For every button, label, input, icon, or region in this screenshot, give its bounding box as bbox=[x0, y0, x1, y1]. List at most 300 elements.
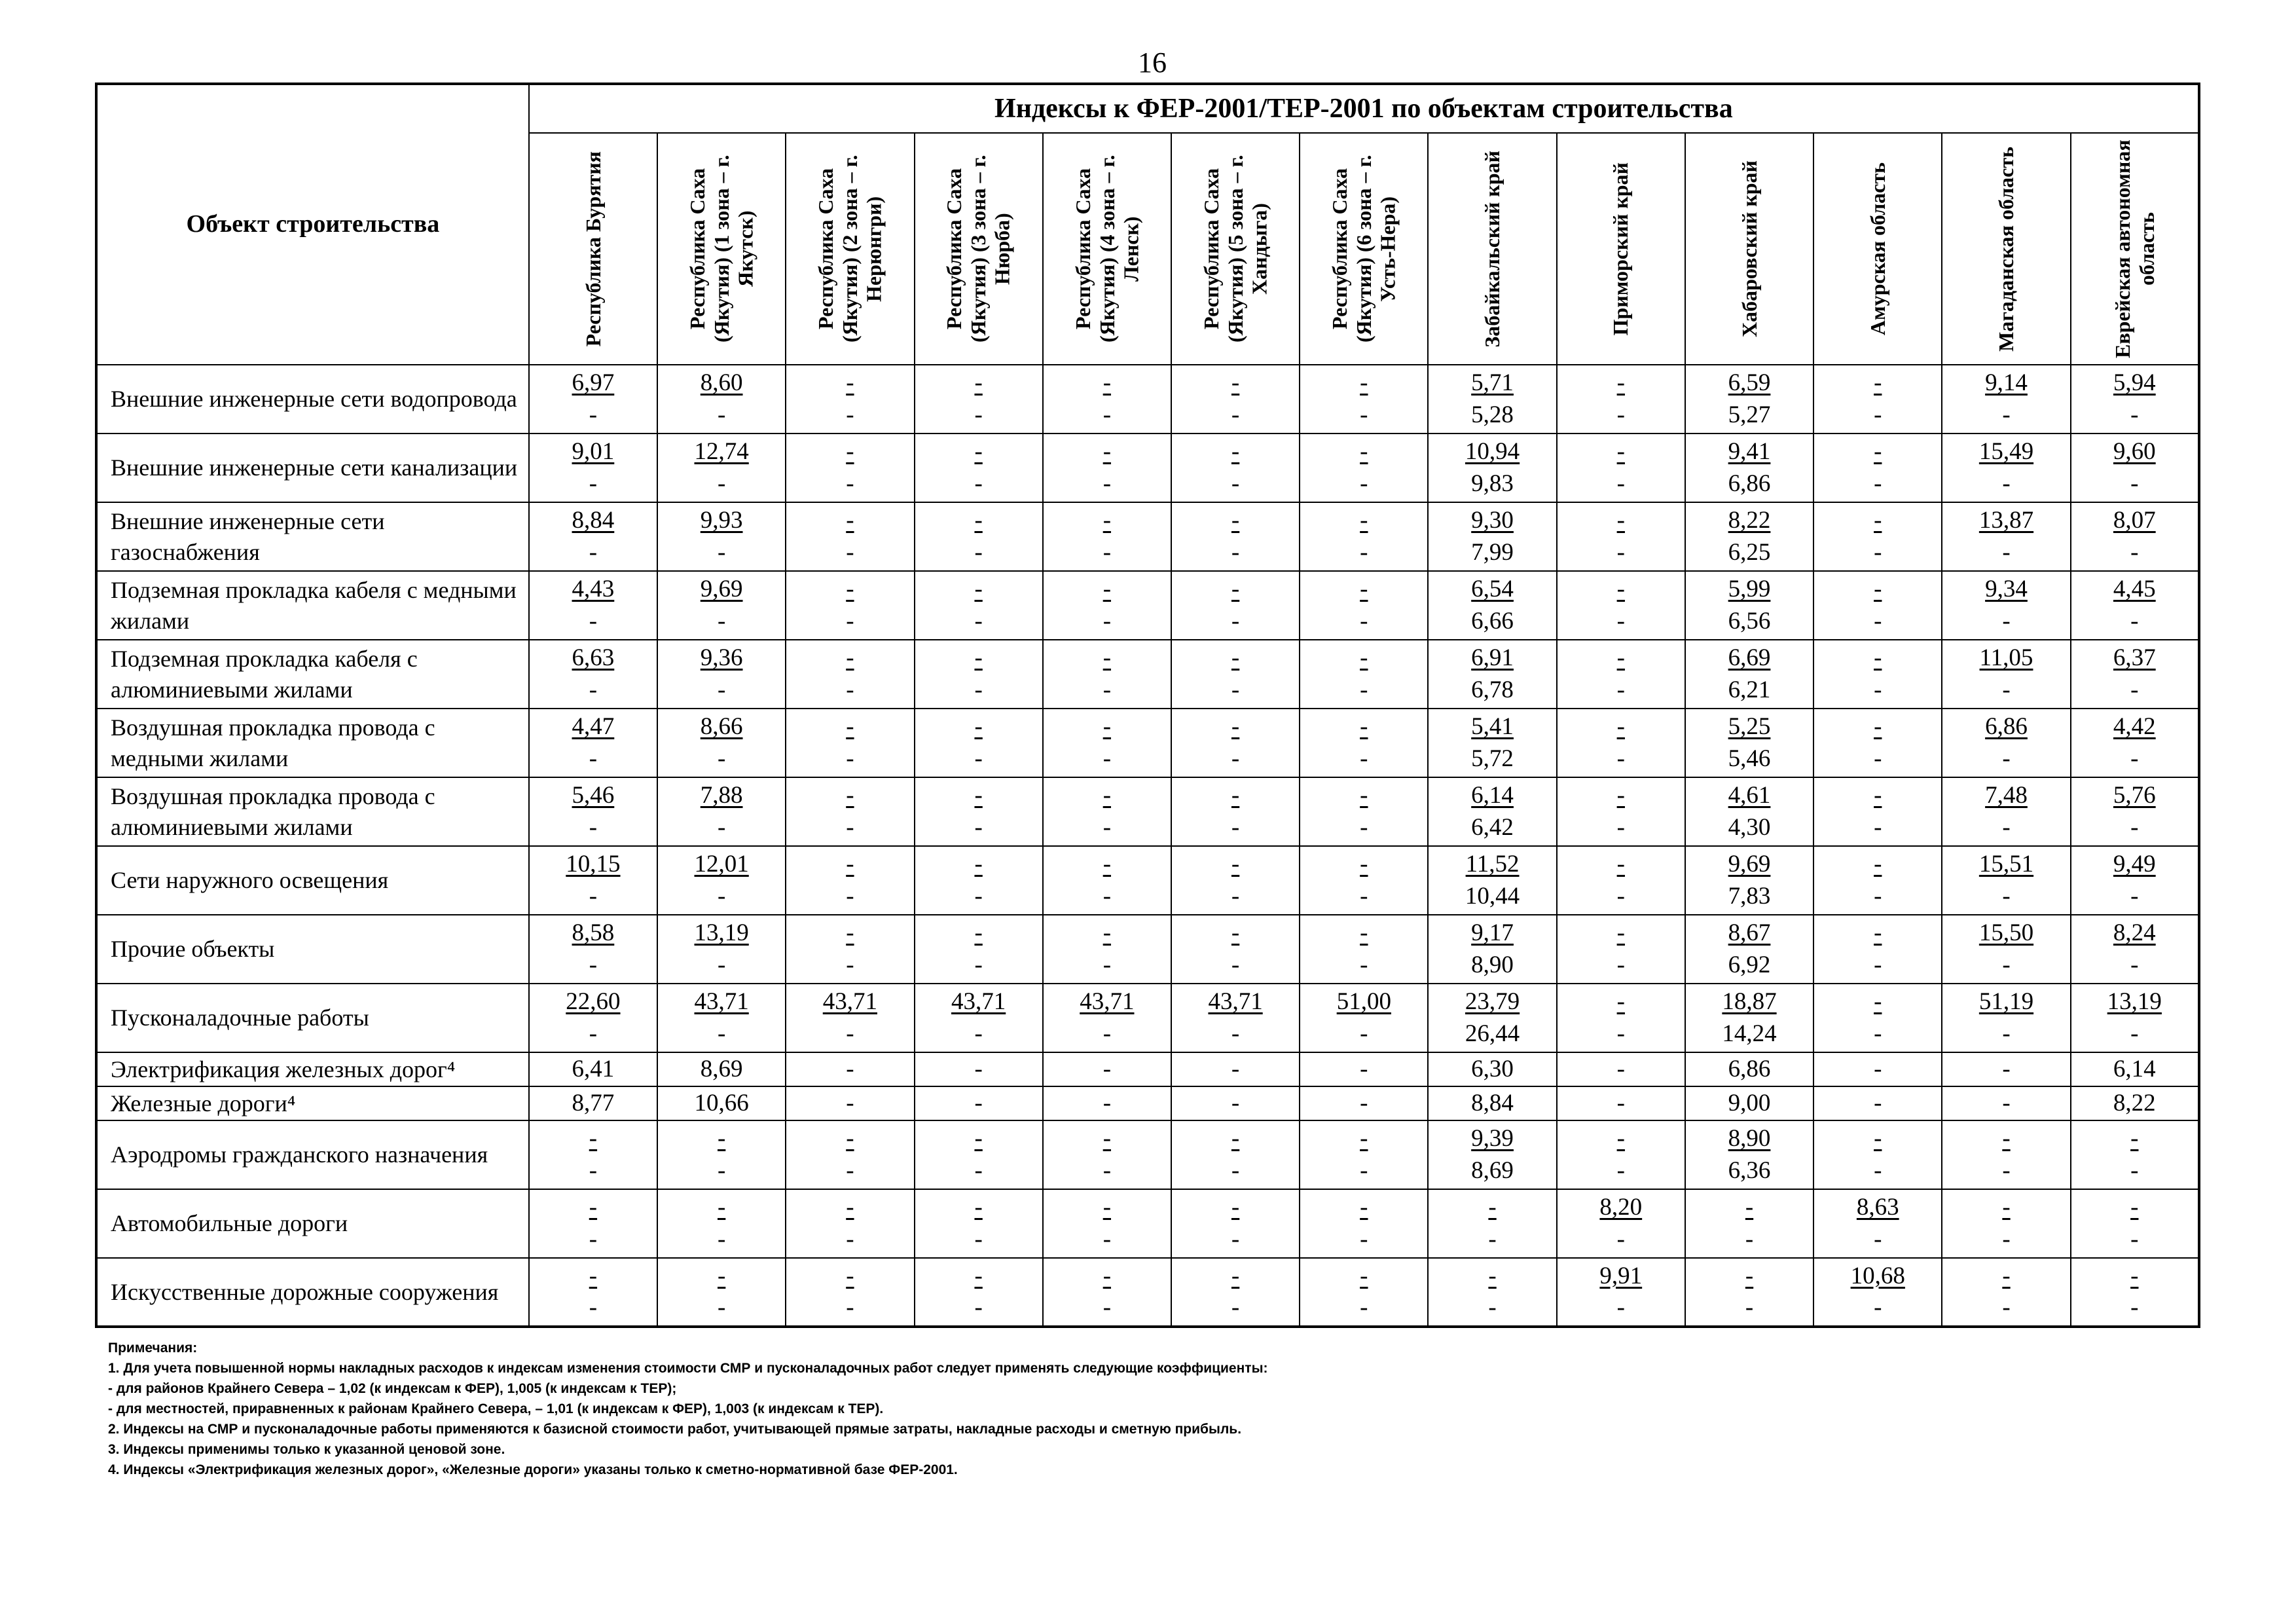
index-value: - bbox=[846, 1089, 854, 1116]
index-value-top: - bbox=[2002, 1262, 2011, 1289]
index-cell bbox=[1685, 365, 1813, 434]
index-value-top: 6,63 bbox=[572, 644, 615, 672]
column-header-label: Амурская область bbox=[1865, 162, 1889, 336]
index-value-top: 5,94 bbox=[2113, 369, 2156, 397]
index-value-bottom: - bbox=[717, 951, 726, 978]
index-cell bbox=[1428, 365, 1556, 434]
index-cell bbox=[786, 1120, 914, 1189]
index-cell bbox=[915, 365, 1043, 434]
index-value-top: - bbox=[1360, 1194, 1368, 1221]
index-value-top: - bbox=[1231, 1262, 1240, 1289]
table-row bbox=[96, 984, 2199, 1052]
index-value-bottom: 6,42 bbox=[1471, 813, 1514, 841]
index-value-bottom: - bbox=[1360, 882, 1368, 910]
index-value-bottom: 7,99 bbox=[1471, 538, 1514, 566]
index-value-bottom: 6,25 bbox=[1728, 538, 1771, 566]
index-value-top: - bbox=[1102, 369, 1112, 397]
index-cell bbox=[1428, 777, 1556, 846]
index-value-bottom: - bbox=[1616, 401, 1625, 428]
index-cell bbox=[1942, 1120, 2070, 1189]
table-row bbox=[96, 640, 2199, 709]
column-header-label: Республика Саха (Якутия) (6 зона – г. Усть-Нера) bbox=[1328, 155, 1400, 343]
index-value-bottom: - bbox=[1616, 882, 1625, 910]
index-value: 6,86 bbox=[1728, 1055, 1771, 1082]
index-cell bbox=[1171, 434, 1300, 502]
index-cell bbox=[786, 846, 914, 915]
index-value-top: 43,71 bbox=[822, 988, 877, 1016]
index-value-bottom: - bbox=[589, 1156, 598, 1184]
index-cell bbox=[1043, 1189, 1171, 1258]
index-value-bottom: - bbox=[974, 538, 983, 566]
index-value-top: - bbox=[1874, 644, 1882, 672]
index-cell bbox=[1171, 571, 1300, 640]
note-line: 4. Индексы «Электрификация железных дорог», «Железные дороги» указаны только к сметно-нормативной базе ФЕР-2001. bbox=[108, 1462, 958, 1477]
index-value: - bbox=[1616, 1089, 1625, 1116]
index-value-bottom: - bbox=[1102, 538, 1112, 566]
index-cell bbox=[915, 1052, 1043, 1086]
index-value-top: - bbox=[1874, 507, 1882, 534]
index-value-bottom: - bbox=[846, 882, 854, 910]
index-value-bottom: - bbox=[1745, 1225, 1754, 1253]
column-header-label: Приморский край bbox=[1609, 162, 1633, 336]
index-value-bottom: - bbox=[2130, 745, 2139, 772]
index-value-bottom: - bbox=[974, 1156, 983, 1184]
index-value-top: 15,51 bbox=[1978, 851, 2034, 878]
index-cell bbox=[1685, 1086, 1813, 1120]
row-label: Железные дороги⁴ bbox=[96, 1086, 529, 1120]
index-value-bottom: 10,44 bbox=[1465, 882, 1520, 910]
index-value-top: 4,61 bbox=[1728, 782, 1771, 809]
index-cell bbox=[2071, 915, 2199, 984]
index-value-bottom: - bbox=[2002, 676, 2011, 703]
index-cell bbox=[1685, 1258, 1813, 1327]
index-value-top: 7,88 bbox=[700, 782, 743, 809]
index-value-top: - bbox=[589, 1262, 598, 1289]
indices-table bbox=[95, 83, 2200, 1328]
table-row bbox=[96, 365, 2199, 434]
index-value-bottom: - bbox=[1874, 951, 1882, 978]
index-value-top: 9,69 bbox=[1728, 851, 1771, 878]
index-value-top: - bbox=[2130, 1194, 2139, 1221]
index-value-bottom: - bbox=[589, 951, 598, 978]
table-row bbox=[96, 846, 2199, 915]
index-value-top: 8,58 bbox=[572, 919, 615, 947]
index-value-top: 6,37 bbox=[2113, 644, 2156, 672]
index-value-bottom: 8,90 bbox=[1471, 951, 1514, 978]
index-value-bottom: - bbox=[717, 607, 726, 635]
index-value-bottom: - bbox=[1102, 951, 1112, 978]
index-cell bbox=[1300, 1052, 1428, 1086]
index-value-bottom: - bbox=[1231, 1225, 1240, 1253]
index-value-bottom: - bbox=[2130, 401, 2139, 428]
index-value-top: - bbox=[846, 851, 854, 878]
index-value-top: 8,60 bbox=[700, 369, 743, 397]
index-value-bottom: - bbox=[1360, 745, 1368, 772]
index-value: - bbox=[974, 1055, 983, 1082]
column-header-label: Республика Саха (Якутия) (1 зона – г. Якутск) bbox=[685, 155, 757, 343]
index-value-top: - bbox=[1616, 851, 1625, 878]
index-cell bbox=[786, 365, 914, 434]
index-cell bbox=[1043, 571, 1171, 640]
index-cell bbox=[1428, 1052, 1556, 1086]
index-value-bottom: - bbox=[974, 813, 983, 841]
index-cell bbox=[529, 1258, 657, 1327]
index-cell bbox=[657, 502, 786, 571]
index-cell bbox=[2071, 1052, 2199, 1086]
note-line: 3. Индексы применимы только к указанной ценовой зоне. bbox=[108, 1442, 505, 1457]
index-value-top: 9,93 bbox=[700, 507, 743, 534]
index-cell bbox=[915, 846, 1043, 915]
index-value-bottom: - bbox=[2002, 813, 2011, 841]
column-header bbox=[1557, 133, 1685, 365]
index-value-top: - bbox=[2002, 1194, 2011, 1221]
index-cell bbox=[2071, 434, 2199, 502]
index-cell bbox=[1557, 434, 1685, 502]
index-value-top: - bbox=[846, 782, 854, 809]
index-value-bottom: - bbox=[717, 538, 726, 566]
index-cell bbox=[2071, 1189, 2199, 1258]
index-value-top: 6,14 bbox=[1471, 782, 1514, 809]
index-cell bbox=[2071, 1258, 2199, 1327]
index-value-bottom: - bbox=[846, 1020, 854, 1047]
index-value-top: - bbox=[1488, 1194, 1497, 1221]
index-value-bottom: - bbox=[1102, 1156, 1112, 1184]
column-header-label: Республика Саха (Якутия) (3 зона – г. Нюрба) bbox=[942, 155, 1015, 343]
index-value-top: 13,87 bbox=[1978, 507, 2034, 534]
table-row bbox=[96, 1189, 2199, 1258]
index-cell bbox=[529, 1086, 657, 1120]
index-value-top: 9,39 bbox=[1471, 1125, 1514, 1153]
index-value-top: - bbox=[1874, 713, 1882, 741]
index-cell bbox=[1557, 777, 1685, 846]
index-cell bbox=[1171, 502, 1300, 571]
index-value-top: - bbox=[1231, 1194, 1240, 1221]
index-cell bbox=[1428, 571, 1556, 640]
index-value-bottom: - bbox=[1745, 1294, 1754, 1321]
index-value-bottom: - bbox=[589, 676, 598, 703]
index-value-bottom: - bbox=[974, 951, 983, 978]
note-line: - для местностей, приравненных к районам Крайнего Севера, – 1,01 (к индексам к ФЕР), 1,003 (к индексам к ТЕР). bbox=[108, 1401, 884, 1416]
index-cell bbox=[2071, 984, 2199, 1052]
index-value-top: - bbox=[1231, 438, 1240, 466]
column-header bbox=[786, 133, 914, 365]
index-value-bottom: - bbox=[2002, 745, 2011, 772]
index-value-bottom: - bbox=[1360, 951, 1368, 978]
index-cell bbox=[1428, 984, 1556, 1052]
index-value-bottom: - bbox=[2130, 538, 2139, 566]
index-value-top: - bbox=[1231, 919, 1240, 947]
index-value-top: - bbox=[974, 369, 983, 397]
index-cell bbox=[1300, 915, 1428, 984]
index-value-top: - bbox=[1616, 988, 1625, 1016]
index-value-bottom: - bbox=[717, 676, 726, 703]
index-cell bbox=[1557, 709, 1685, 777]
index-cell bbox=[1685, 777, 1813, 846]
table-row bbox=[96, 502, 2199, 571]
index-cell bbox=[1043, 984, 1171, 1052]
index-value-bottom: - bbox=[717, 882, 726, 910]
index-cell bbox=[1171, 1086, 1300, 1120]
index-value-bottom: - bbox=[1616, 538, 1625, 566]
index-value-top: 51,19 bbox=[1978, 988, 2034, 1016]
index-value-top: - bbox=[1874, 782, 1882, 809]
index-value-bottom: - bbox=[2130, 1225, 2139, 1253]
index-value: 6,14 bbox=[2113, 1055, 2156, 1082]
index-cell bbox=[1300, 1086, 1428, 1120]
index-value-bottom: - bbox=[2130, 882, 2139, 910]
index-value-top: - bbox=[846, 644, 854, 672]
table-row bbox=[96, 709, 2199, 777]
index-cell bbox=[1942, 1086, 2070, 1120]
index-value-bottom: - bbox=[2130, 607, 2139, 635]
row-label: Автомобильные дороги bbox=[96, 1189, 529, 1258]
index-value-top: - bbox=[974, 851, 983, 878]
column-header-label: Республика Саха (Якутия) (4 зона – г. Ленск) bbox=[1070, 155, 1143, 343]
index-cell bbox=[1557, 1086, 1685, 1120]
index-cell bbox=[1171, 640, 1300, 709]
index-cell bbox=[1813, 502, 1942, 571]
notes-block bbox=[108, 1338, 2138, 1480]
index-cell bbox=[1300, 1189, 1428, 1258]
index-cell bbox=[2071, 846, 2199, 915]
index-value-bottom: - bbox=[1874, 882, 1882, 910]
index-value-top: - bbox=[1102, 713, 1112, 741]
index-cell bbox=[915, 1189, 1043, 1258]
index-value-top: 22,60 bbox=[566, 988, 621, 1016]
index-value-top: - bbox=[1616, 369, 1625, 397]
index-value-bottom: - bbox=[2002, 1156, 2011, 1184]
index-value-top: - bbox=[974, 438, 983, 466]
column-header bbox=[915, 133, 1043, 365]
index-value-top: - bbox=[1231, 507, 1240, 534]
index-cell bbox=[786, 709, 914, 777]
index-value-bottom: - bbox=[1231, 538, 1240, 566]
index-value-bottom: - bbox=[1231, 1294, 1240, 1321]
index-value-bottom: - bbox=[1231, 1020, 1240, 1047]
index-value-top: - bbox=[974, 782, 983, 809]
index-value-bottom: - bbox=[974, 1294, 983, 1321]
index-value: - bbox=[2002, 1089, 2011, 1116]
index-cell bbox=[529, 1120, 657, 1189]
table-row bbox=[96, 571, 2199, 640]
index-value-top: - bbox=[589, 1125, 598, 1153]
index-value-top: - bbox=[1360, 576, 1368, 603]
index-cell bbox=[529, 846, 657, 915]
index-value-top: 11,52 bbox=[1465, 851, 1520, 878]
index-cell bbox=[657, 1189, 786, 1258]
index-cell bbox=[529, 1052, 657, 1086]
index-cell bbox=[1942, 1189, 2070, 1258]
index-cell bbox=[1428, 502, 1556, 571]
index-value-top: - bbox=[974, 713, 983, 741]
index-value-bottom: - bbox=[1360, 1294, 1368, 1321]
index-value-top: 43,71 bbox=[1208, 988, 1263, 1016]
index-value-bottom: - bbox=[974, 470, 983, 497]
index-cell bbox=[1557, 984, 1685, 1052]
index-cell bbox=[1043, 777, 1171, 846]
index-value: - bbox=[1102, 1089, 1112, 1116]
index-cell bbox=[2071, 571, 2199, 640]
table-row bbox=[96, 1258, 2199, 1327]
index-value: 8,77 bbox=[572, 1089, 615, 1116]
index-value-top: - bbox=[846, 713, 854, 741]
column-header-label: Забайкальский край bbox=[1480, 150, 1504, 348]
index-value-bottom: 5,28 bbox=[1471, 401, 1514, 428]
index-value: - bbox=[1360, 1089, 1368, 1116]
object-column-header: Объект строительства bbox=[96, 84, 529, 365]
index-value-top: 9,14 bbox=[1985, 369, 2028, 397]
index-value-top: 5,76 bbox=[2113, 782, 2156, 809]
index-value-top: 12,74 bbox=[694, 438, 749, 466]
index-value-bottom: - bbox=[1616, 1225, 1625, 1253]
index-value-top: 5,41 bbox=[1471, 713, 1514, 741]
table-row bbox=[96, 915, 2199, 984]
index-cell bbox=[2071, 365, 2199, 434]
index-value-bottom: - bbox=[1102, 607, 1112, 635]
index-cell bbox=[1813, 1052, 1942, 1086]
index-value-top: - bbox=[1231, 576, 1240, 603]
index-value-top: 5,25 bbox=[1728, 713, 1771, 741]
index-cell bbox=[529, 1189, 657, 1258]
index-value-bottom: - bbox=[2002, 607, 2011, 635]
index-cell bbox=[657, 777, 786, 846]
index-cell bbox=[529, 434, 657, 502]
index-value-bottom: - bbox=[974, 1020, 983, 1047]
index-value: - bbox=[1102, 1055, 1112, 1082]
index-value-top: 8,67 bbox=[1728, 919, 1771, 947]
index-cell bbox=[657, 434, 786, 502]
index-cell bbox=[529, 709, 657, 777]
index-value-top: - bbox=[717, 1125, 726, 1153]
index-cell bbox=[1685, 1189, 1813, 1258]
index-value-bottom: - bbox=[1616, 1156, 1625, 1184]
index-cell bbox=[1171, 1120, 1300, 1189]
index-cell bbox=[1300, 365, 1428, 434]
index-value: - bbox=[1616, 1055, 1625, 1082]
index-cell bbox=[915, 777, 1043, 846]
row-label: Внешние инженерные сети водопровода bbox=[96, 365, 529, 434]
index-value-top: - bbox=[1616, 507, 1625, 534]
index-cell bbox=[1428, 1086, 1556, 1120]
index-cell bbox=[1813, 709, 1942, 777]
index-value-bottom: - bbox=[1102, 1020, 1112, 1047]
column-header bbox=[2071, 133, 2199, 365]
index-value-top: 13,19 bbox=[2107, 988, 2162, 1016]
index-value-top: - bbox=[846, 1194, 854, 1221]
index-cell bbox=[786, 1189, 914, 1258]
index-value-top: - bbox=[1102, 1125, 1112, 1153]
index-cell bbox=[657, 1086, 786, 1120]
index-value-top: 9,60 bbox=[2113, 438, 2156, 466]
index-cell bbox=[1685, 1052, 1813, 1086]
index-value-top: - bbox=[1874, 369, 1882, 397]
index-value-bottom: - bbox=[1360, 470, 1368, 497]
index-value-bottom: - bbox=[589, 538, 598, 566]
index-cell bbox=[657, 1120, 786, 1189]
index-value-top: - bbox=[717, 1194, 726, 1221]
index-cell bbox=[1428, 1258, 1556, 1327]
row-label: Искусственные дорожные сооружения bbox=[96, 1258, 529, 1327]
index-value-top: - bbox=[1102, 507, 1112, 534]
index-value-bottom: - bbox=[589, 401, 598, 428]
index-value-bottom: 7,83 bbox=[1728, 882, 1771, 910]
index-cell bbox=[1942, 365, 2070, 434]
index-value: 6,30 bbox=[1471, 1055, 1514, 1082]
index-cell bbox=[657, 365, 786, 434]
index-cell bbox=[1813, 434, 1942, 502]
table-row bbox=[96, 1086, 2199, 1120]
index-value: 10,66 bbox=[694, 1089, 749, 1116]
index-cell bbox=[1942, 709, 2070, 777]
index-cell bbox=[786, 571, 914, 640]
index-cell bbox=[1300, 640, 1428, 709]
index-value: - bbox=[846, 1055, 854, 1082]
row-label: Подземная прокладка кабеля с алюминиевыми жилами bbox=[96, 640, 529, 709]
index-value-bottom: - bbox=[1102, 401, 1112, 428]
index-value-top: 6,91 bbox=[1471, 644, 1514, 672]
index-value-top: 51,00 bbox=[1336, 988, 1391, 1016]
index-value-top: - bbox=[1102, 919, 1112, 947]
index-value-top: - bbox=[1360, 369, 1368, 397]
index-value-bottom: - bbox=[589, 1294, 598, 1321]
index-value-top: - bbox=[846, 369, 854, 397]
index-value-bottom: - bbox=[846, 813, 854, 841]
index-value-top: 4,45 bbox=[2113, 576, 2156, 603]
index-value-bottom: 6,56 bbox=[1728, 607, 1771, 635]
index-cell bbox=[1300, 571, 1428, 640]
note-line: 1. Для учета повышенной нормы накладных расходов к индексам изменения стоимости СМР и пусконаладочных работ следует применять следующие коэффициенты: bbox=[108, 1361, 1268, 1376]
index-value-top: - bbox=[1102, 1262, 1112, 1289]
index-value-top: 11,05 bbox=[1979, 644, 2033, 672]
index-value-bottom: - bbox=[1874, 401, 1882, 428]
index-value-top: 10,68 bbox=[1850, 1262, 1905, 1289]
index-value-bottom: - bbox=[1874, 607, 1882, 635]
index-value-top: - bbox=[1874, 851, 1882, 878]
row-label: Электрификация железных дорог⁴ bbox=[96, 1052, 529, 1086]
index-cell bbox=[657, 984, 786, 1052]
index-cell bbox=[1813, 365, 1942, 434]
index-value-bottom: - bbox=[1102, 470, 1112, 497]
index-cell bbox=[2071, 777, 2199, 846]
index-value-top: - bbox=[1616, 1125, 1625, 1153]
index-value-top: - bbox=[1360, 644, 1368, 672]
index-value-top: - bbox=[846, 438, 854, 466]
index-value-bottom: - bbox=[1231, 882, 1240, 910]
index-value-top: - bbox=[974, 644, 983, 672]
index-value-bottom: - bbox=[1616, 1294, 1625, 1321]
index-cell bbox=[1942, 984, 2070, 1052]
index-cell bbox=[1685, 640, 1813, 709]
index-cell bbox=[1557, 502, 1685, 571]
index-value-top: - bbox=[1360, 713, 1368, 741]
index-cell bbox=[1942, 571, 2070, 640]
index-value-top: 8,63 bbox=[1856, 1194, 1899, 1221]
index-value-bottom: - bbox=[1616, 470, 1625, 497]
index-value-bottom: - bbox=[717, 1225, 726, 1253]
index-value-top: 4,43 bbox=[572, 576, 615, 603]
table-body bbox=[96, 365, 2199, 1327]
row-label: Сети наружного освещения bbox=[96, 846, 529, 915]
index-value-bottom: - bbox=[2002, 401, 2011, 428]
index-cell bbox=[1300, 846, 1428, 915]
index-value-bottom: - bbox=[846, 607, 854, 635]
index-value-bottom: - bbox=[589, 882, 598, 910]
index-cell bbox=[1171, 846, 1300, 915]
index-cell bbox=[2071, 640, 2199, 709]
index-cell bbox=[1557, 1120, 1685, 1189]
index-value: 6,41 bbox=[572, 1055, 615, 1082]
index-cell bbox=[1942, 1258, 2070, 1327]
